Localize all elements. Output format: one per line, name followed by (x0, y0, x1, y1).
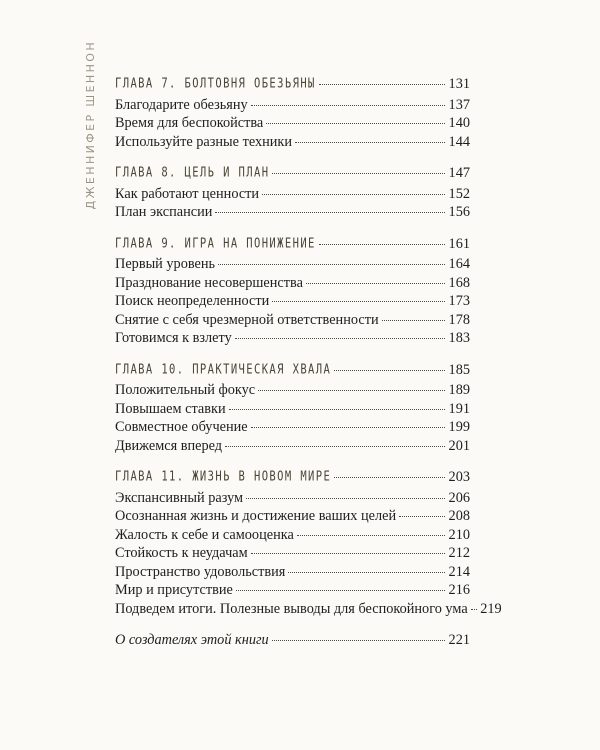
chapter-heading-title: ГЛАВА 8. ЦЕЛЬ И ПЛАН (115, 165, 270, 181)
dot-leader (295, 142, 445, 143)
section-entry-page: 189 (448, 382, 470, 398)
running-header-text: ДЖЕННИФЕР ШЕННОН (83, 40, 97, 210)
dot-leader (262, 194, 445, 195)
dot-leader (272, 640, 445, 641)
chapter-heading-page: 147 (448, 165, 470, 181)
dot-leader (471, 609, 477, 610)
section-entry (115, 418, 470, 437)
section-entry-page: 173 (448, 293, 470, 309)
section-entry-title: Пространство удовольствия (115, 563, 286, 580)
table-of-contents (115, 75, 502, 650)
dot-leader (235, 338, 445, 339)
section-entry-title: Время для беспокойства (115, 115, 264, 131)
section-entry (115, 507, 470, 526)
section-entry-title: Совместное обучение (115, 419, 248, 435)
section-entry (115, 381, 470, 400)
section-entry-page: 156 (448, 204, 470, 220)
dot-leader (215, 212, 445, 213)
section-entry-page: 212 (448, 545, 470, 561)
section-entry (115, 329, 470, 348)
section-entry (115, 581, 470, 600)
chapter-heading (115, 164, 470, 183)
section-entry-title: Используйте разные техники (115, 133, 293, 150)
section-entry-page: 208 (448, 508, 470, 524)
final-entry-page: 221 (448, 632, 470, 648)
section-entry-title: Подведем итоги. Полезные выводы для беспокойного ума (115, 600, 468, 617)
dot-leader (246, 498, 445, 499)
section-entry (115, 133, 470, 152)
chapter-block (115, 361, 470, 456)
chapter-block (115, 468, 502, 618)
section-entry (115, 526, 470, 545)
section-entry-page: 199 (448, 419, 470, 435)
dot-leader (258, 390, 445, 391)
section-entry-page: 164 (448, 256, 470, 272)
section-entry-title: Как работают ценности (115, 185, 260, 202)
dot-leader (218, 264, 445, 265)
chapter-heading (115, 75, 470, 94)
section-entry-title: Поиск неопределенности (115, 293, 270, 309)
section-entry (115, 292, 470, 311)
section-entry-page: 137 (448, 96, 470, 113)
chapter-heading-page: 203 (448, 469, 470, 485)
section-entry-title: Благодарите обезьяну (115, 96, 248, 113)
section-entry-page: 168 (448, 274, 470, 291)
dot-leader (319, 244, 445, 245)
section-entry (115, 255, 470, 274)
section-entry-page: 152 (448, 185, 470, 202)
section-entry-page: 216 (448, 582, 470, 598)
section-entry-title: Положительный фокус (115, 382, 256, 398)
final-entry-title: О создателях этой книги (115, 632, 269, 648)
dot-leader (399, 516, 445, 517)
chapter-heading-title: ГЛАВА 9. ИГРА НА ПОНИЖЕНИЕ (115, 235, 316, 251)
dot-leader (297, 535, 445, 536)
chapter-block (115, 164, 470, 222)
dot-leader (251, 105, 445, 106)
chapter-heading-title: ГЛАВА 11. ЖИЗНЬ В НОВОМ МИРЕ (115, 469, 332, 485)
chapter-heading-title: ГЛАВА 7. БОЛТОВНЯ ОБЕЗЬЯНЫ (115, 76, 316, 92)
dot-leader (236, 590, 445, 591)
section-entry (115, 544, 470, 563)
section-entry-title: План экспансии (115, 204, 213, 220)
chapter-heading-page: 161 (448, 235, 470, 252)
dot-leader (225, 446, 445, 447)
section-entry-title: Осознанная жизнь и достижение ваших целей (115, 508, 397, 524)
dot-leader (229, 409, 445, 410)
section-entry-page: 206 (448, 489, 470, 506)
section-entry-title: Празднование несовершенства (115, 274, 303, 291)
dot-leader (251, 427, 445, 428)
section-entry (115, 185, 470, 204)
section-entry-title: Готовимся к взлету (115, 330, 232, 346)
section-entry (115, 600, 502, 619)
section-entry (115, 274, 470, 293)
dot-leader (272, 301, 445, 302)
dot-leader (272, 173, 445, 174)
section-entry-title: Стойкость к неудачам (115, 545, 248, 561)
section-entry-page: 144 (448, 133, 470, 150)
chapter-block (115, 235, 470, 348)
dot-leader (319, 84, 445, 85)
section-entry-title: Жалость к себе и самооценка (115, 526, 294, 543)
section-entry-page: 140 (448, 115, 470, 131)
final-entry (115, 631, 470, 650)
section-entry-page: 201 (448, 437, 470, 454)
chapter-heading-page: 185 (448, 361, 470, 378)
section-entry-title: Повышаем ставки (115, 400, 226, 417)
section-entry (115, 400, 470, 419)
section-entry (115, 563, 470, 582)
section-entry-page: 191 (448, 400, 470, 417)
dot-leader (251, 553, 445, 554)
section-entry (115, 311, 470, 330)
chapter-block (115, 75, 470, 151)
section-entry-page: 183 (448, 330, 470, 346)
section-entry-page: 178 (448, 311, 470, 328)
dot-leader (334, 370, 445, 371)
section-entry-title: Мир и присутствие (115, 582, 233, 598)
section-entry (115, 489, 470, 508)
section-entry-page: 214 (448, 563, 470, 580)
dot-leader (334, 477, 445, 478)
section-entry-title: Снятие с себя чрезмерной ответственности (115, 311, 379, 328)
dot-leader (266, 123, 445, 124)
chapter-heading (115, 235, 470, 254)
section-entry (115, 114, 470, 133)
chapter-heading (115, 361, 470, 380)
dot-leader (306, 283, 445, 284)
section-entry (115, 437, 470, 456)
dot-leader (288, 572, 445, 573)
chapter-heading-title: ГЛАВА 10. ПРАКТИЧЕСКАЯ ХВАЛА (115, 361, 332, 377)
section-entry-title: Первый уровень (115, 256, 216, 272)
section-entry-page: 219 (480, 600, 502, 617)
chapter-heading (115, 468, 470, 487)
section-entry-page: 210 (448, 526, 470, 543)
dot-leader (382, 320, 445, 321)
running-header (80, 40, 100, 210)
chapter-heading-page: 131 (448, 76, 470, 92)
section-entry (115, 96, 470, 115)
section-entry-title: Движемся вперед (115, 437, 223, 454)
section-entry-title: Экспансивный разум (115, 489, 244, 506)
section-entry (115, 203, 470, 222)
